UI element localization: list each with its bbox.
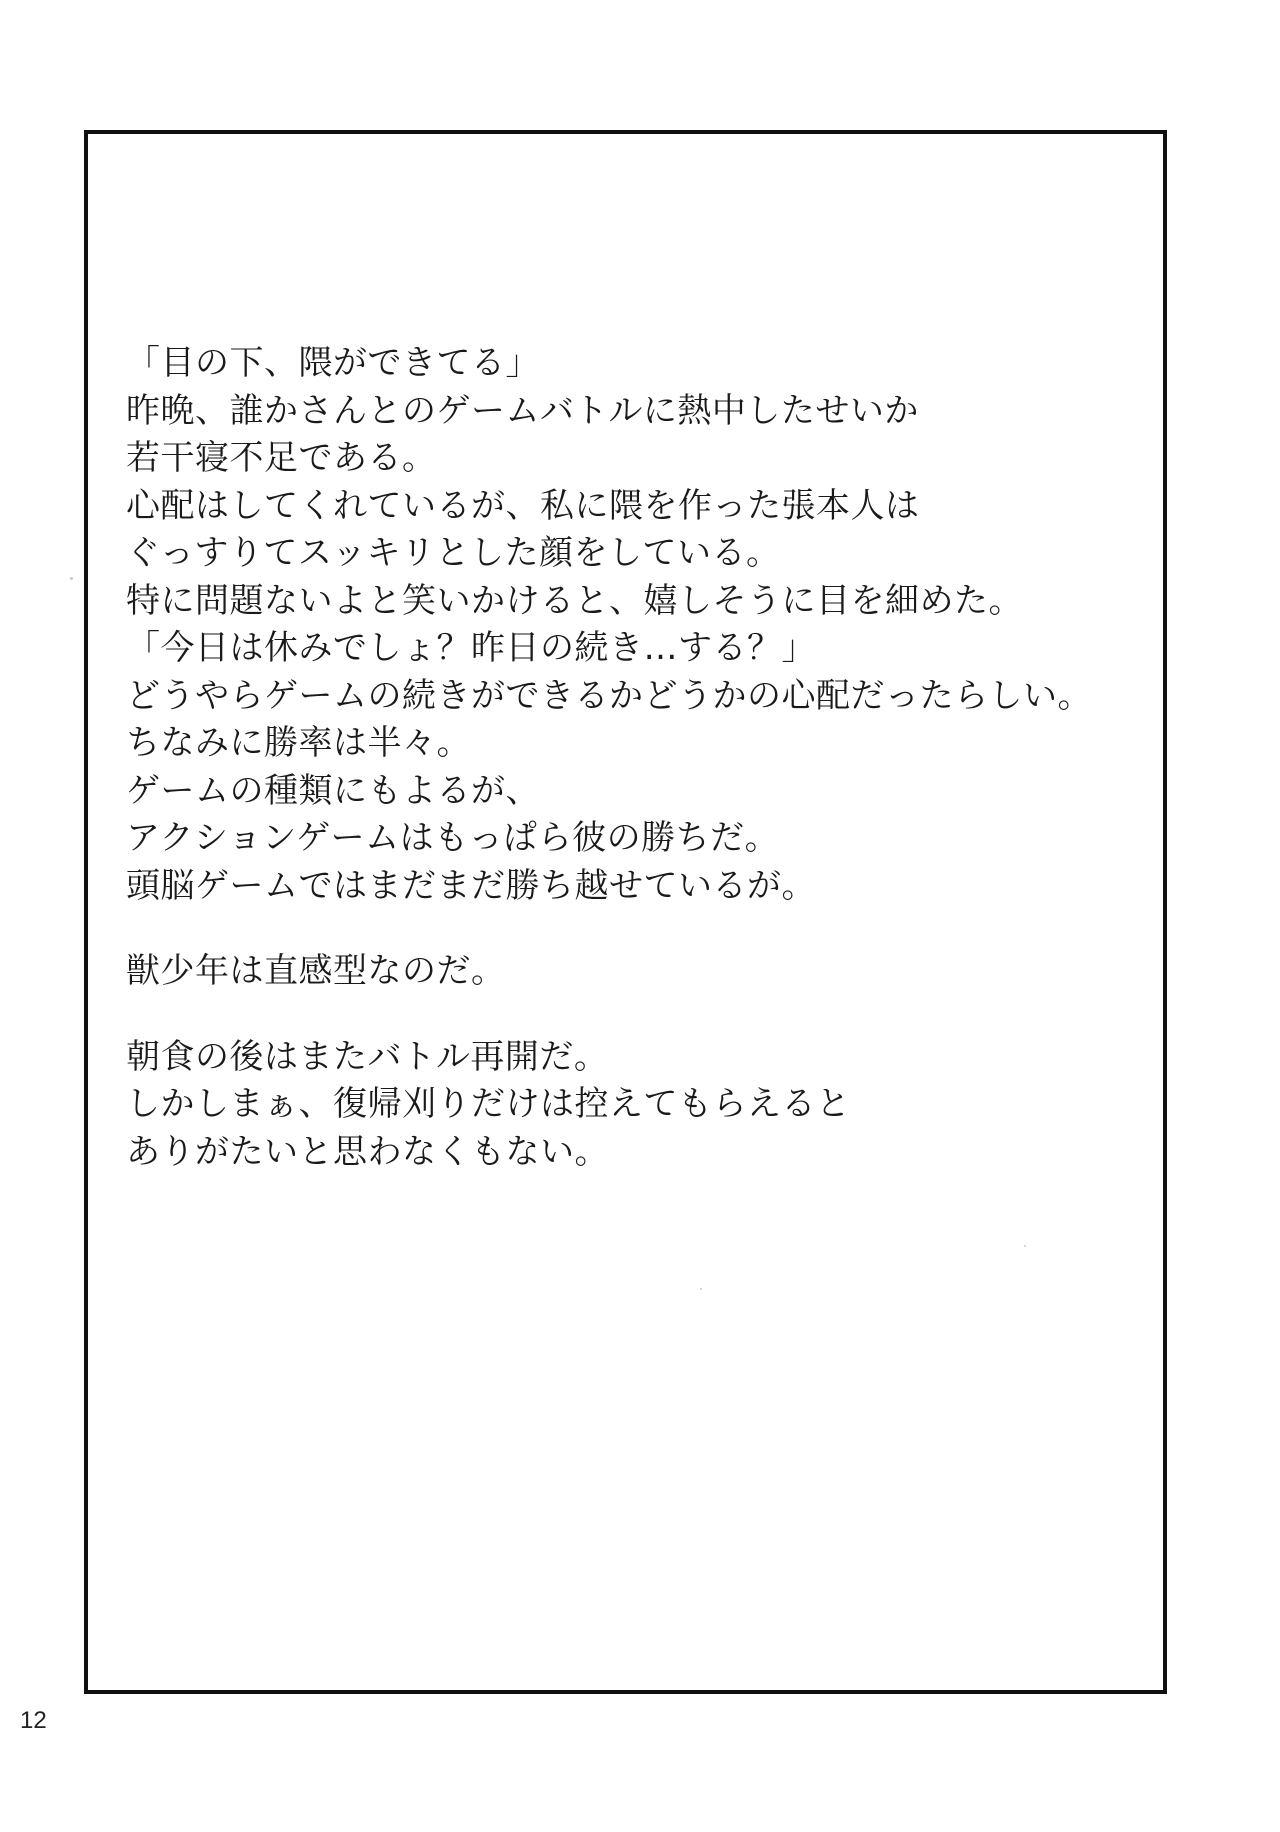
scan-speck	[1024, 1245, 1026, 1247]
text-line: 特に問題ないよと笑いかけると、嬉しそうに目を細めた。	[126, 580, 1023, 621]
text-line: 獣少年は直感型なのだ。	[126, 951, 506, 991]
text-line: ちなみに勝率は半々。	[126, 723, 471, 763]
body-text	[126, 340, 1136, 1176]
text-line: アクションゲームはもっぱら彼の勝ちだ。	[126, 818, 780, 858]
paragraph-gap	[126, 996, 1136, 1034]
text-line: 朝食の後はまたバトル再開だ。	[126, 1036, 609, 1077]
text-line: 心配はしてくれているが、私に隈を作った張本人は	[126, 485, 920, 526]
text-line: ぐっすりてスッキリとした顔をしている。	[126, 533, 781, 573]
text-line: 昨晩、誰かさんとのゲームバトルに熱中したせいか	[126, 390, 919, 431]
text-line: どうやらゲームの続きができるかどうかの心配だったらしい。	[126, 675, 1092, 716]
text-line: 若干寝不足である。	[126, 438, 437, 478]
text-line: ありがたいと思わなくもない。	[126, 1131, 609, 1172]
scan-speck	[700, 1288, 702, 1290]
text-line: 「今日は休みでしょ？昨日の続き…する？」	[126, 628, 816, 668]
scan-speck	[70, 577, 73, 580]
text-line: 「目の下、隈ができてる」	[126, 343, 540, 383]
text-line: ゲームの種類にもよるが、	[126, 770, 540, 811]
text-line: しかしまぁ、復帰刈りだけは控えてもらえると	[126, 1084, 851, 1124]
text-line: 頭脳ゲームではまだまだ勝ち越せているが。	[126, 865, 816, 906]
page-number: 12	[20, 1707, 47, 1734]
paragraph-gap	[126, 910, 1136, 948]
